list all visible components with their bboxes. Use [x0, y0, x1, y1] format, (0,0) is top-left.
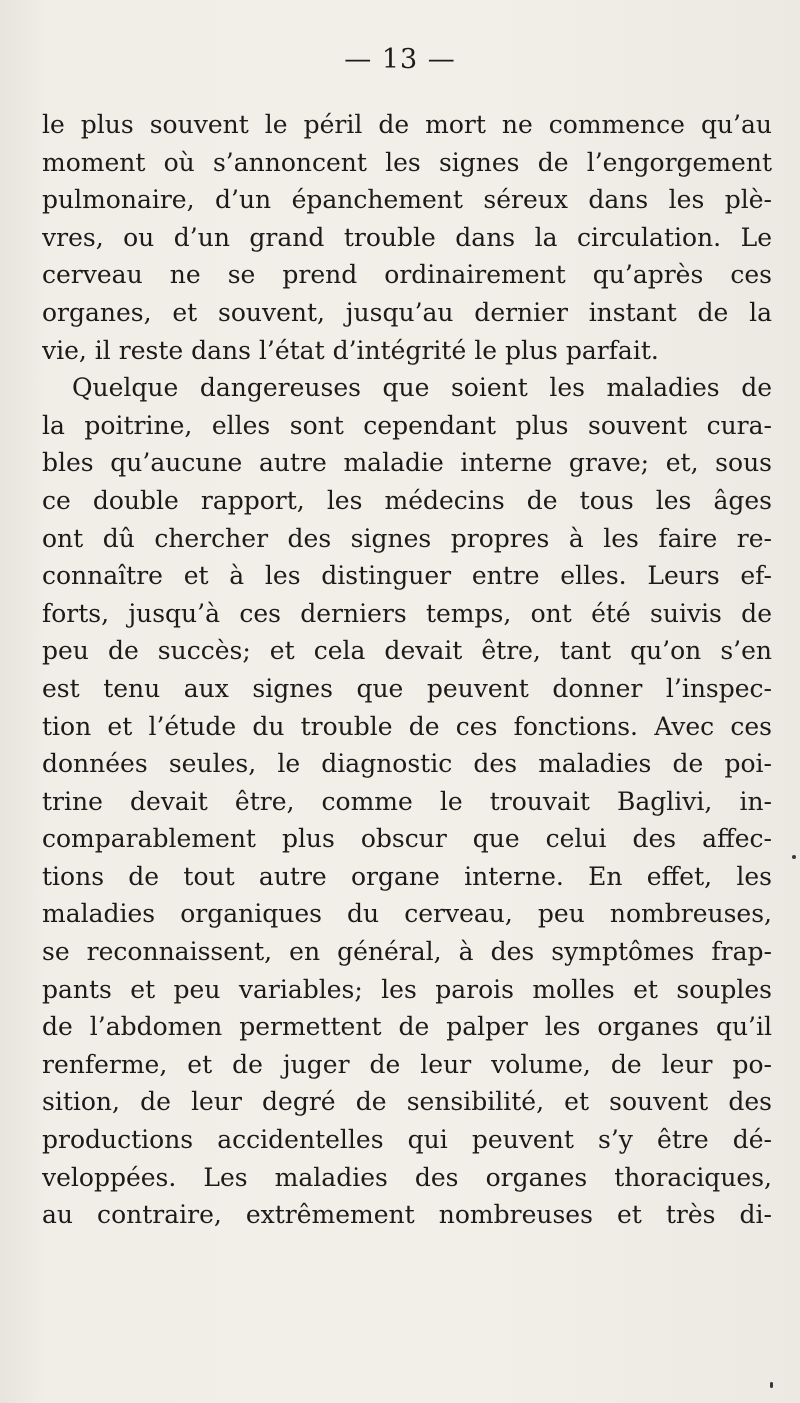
- body-text: [42, 106, 772, 1234]
- page-number: — 13 —: [344, 44, 456, 75]
- text-line: organes, et souvent, jusqu’au dernier instant de la: [42, 297, 772, 327]
- text-line: bles qu’aucune autre maladie interne grave; et, sous: [42, 448, 772, 478]
- text-line: connaître et à les distinguer entre elles. Leurs ef-: [42, 561, 772, 591]
- text-line: maladies organiques du cerveau, peu nombreuses,: [42, 899, 772, 929]
- text-line: trine devait être, comme le trouvait Baglivi, in-: [42, 786, 772, 816]
- text-line: peu de succès; et cela devait être, tant qu’on s’en: [42, 636, 772, 666]
- text-line: veloppées. Les maladies des organes thoraciques,: [42, 1162, 772, 1192]
- paragraph-first-line: Quelque dangereuses que soient les maladies de: [72, 373, 772, 403]
- text-line: pants et peu variables; les parois molles et souples: [42, 974, 772, 1004]
- text-line: vres, ou d’un grand trouble dans la circulation. Le: [42, 222, 772, 252]
- text-line: se reconnaissent, en général, à des symptômes frap-: [42, 937, 772, 967]
- text-line: est tenu aux signes que peuvent donner l’inspec-: [42, 673, 772, 703]
- text-line: le plus souvent le péril de mort ne commence qu’au: [42, 110, 772, 139]
- text-line: vie, il reste dans l’état d’intégrité le plus parfait.: [42, 335, 659, 365]
- text-line: renferme, et de juger de leur volume, de leur po-: [42, 1049, 772, 1079]
- text-line: au contraire, extrêmement nombreuses et très di-: [42, 1200, 772, 1230]
- text-line: forts, jusqu’à ces derniers temps, ont été suivis de: [42, 598, 772, 628]
- text-line: productions accidentelles qui peuvent s’y être dé-: [42, 1125, 772, 1155]
- text-line: ce double rapport, les médecins de tous les âges: [42, 485, 772, 515]
- text-line: tions de tout autre organe interne. En effet, les: [42, 861, 772, 891]
- margin-speck: [792, 855, 796, 859]
- margin-speck: [770, 1382, 773, 1388]
- text-line: moment où s’annoncent les signes de l’engorgement: [42, 147, 772, 177]
- text-line: données seules, le diagnostic des maladies de poi-: [42, 749, 772, 779]
- text-line: pulmonaire, d’un épanchement séreux dans les plè-: [42, 185, 772, 215]
- text-line: la poitrine, elles sont cependant plus souvent cura-: [42, 410, 772, 440]
- text-line: tion et l’étude du trouble de ces fonctions. Avec ces: [42, 711, 772, 741]
- text-line: sition, de leur degré de sensibilité, et souvent des: [42, 1087, 772, 1117]
- text-line: ont dû chercher des signes propres à les faire re-: [42, 523, 772, 553]
- text-line: comparablement plus obscur que celui des affec-: [42, 824, 772, 854]
- text-line: cerveau ne se prend ordinairement qu’après ces: [42, 260, 772, 290]
- text-line: de l’abdomen permettent de palper les organes qu’il: [42, 1012, 772, 1042]
